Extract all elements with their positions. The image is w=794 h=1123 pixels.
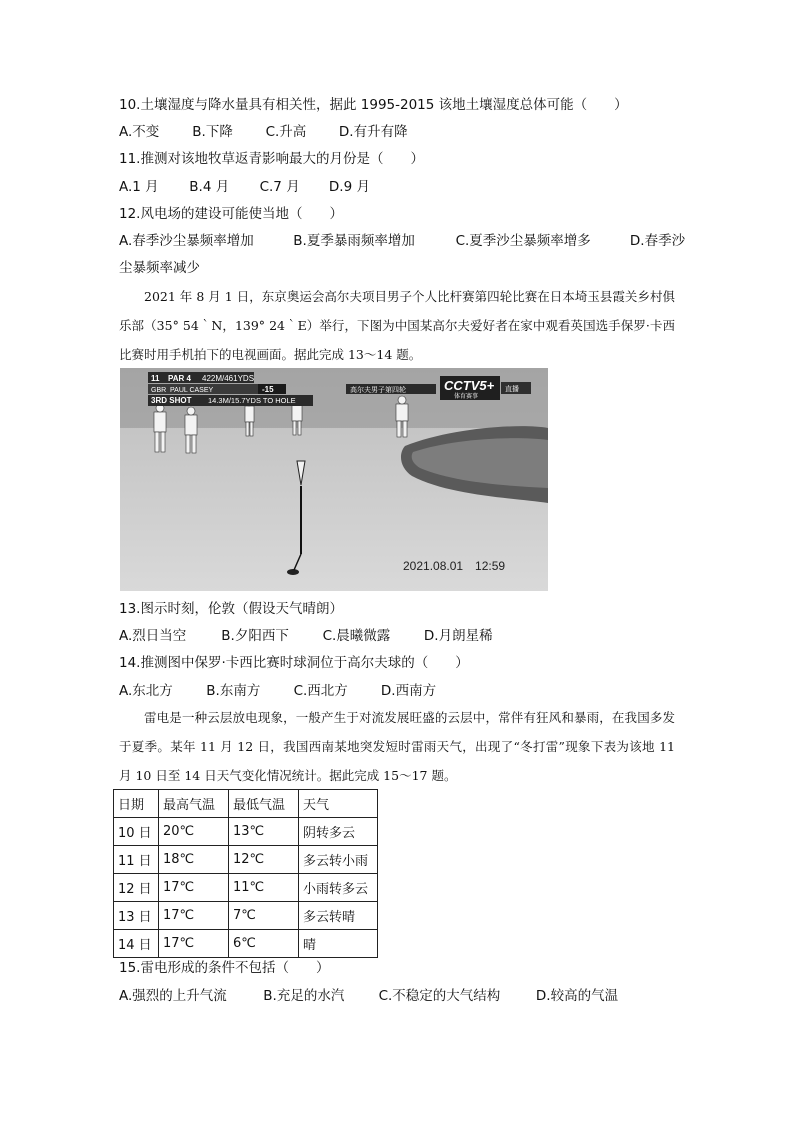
table-cell-min: 12℃	[229, 846, 299, 874]
table-cell-date: 11 日	[114, 846, 159, 874]
question-15-stem: 15.雷电形成的条件不包括（ ）	[119, 960, 330, 976]
tv-to-hole: 14.3M/15.7YDS TO HOLE	[208, 396, 296, 405]
table-cell-min: 13℃	[229, 818, 299, 846]
golf-green-scene	[120, 368, 548, 591]
q11-option-c[interactable]: C.7 月	[259, 179, 300, 195]
table-cell-date: 13 日	[114, 902, 159, 930]
tv-country: GBR	[151, 387, 167, 394]
tv-live-badge: 直播	[505, 386, 519, 393]
table-row	[114, 902, 378, 930]
q13-option-b[interactable]: B.夕阳西下	[221, 628, 289, 644]
tv-timestamp: 2021.08.01 12:59	[403, 559, 506, 573]
table-cell-weather: 小雨转多云	[299, 874, 378, 902]
table-header-min: 最低气温	[229, 790, 299, 818]
table-cell-weather: 多云转小雨	[299, 846, 378, 874]
table-cell-max: 17℃	[159, 874, 229, 902]
tv-event: 高尔夫男子第四轮	[350, 387, 406, 394]
table-cell-min: 6℃	[229, 930, 299, 958]
table-cell-date: 10 日	[114, 818, 159, 846]
question-11-options	[119, 178, 370, 196]
question-11-stem: 11.推测对该地牧草返青影响最大的月份是（ ）	[119, 151, 424, 167]
q15-option-d[interactable]: D.较高的气温	[535, 988, 619, 1004]
table-row	[114, 874, 378, 902]
question-10-stem: 10.土壤湿度与降水量具有相关性，据此 1995-2015 该地土壤湿度总体可能（ ）	[119, 97, 628, 113]
q12-option-a[interactable]: A.春季沙尘暴频率增加	[119, 233, 254, 249]
q13-option-a[interactable]: A.烈日当空	[119, 628, 187, 644]
table-header-weather: 天气	[299, 790, 378, 818]
tv-channel-sub: 体育赛事	[454, 394, 479, 400]
tv-shot: 3RD SHOT	[151, 396, 192, 405]
q14-option-c[interactable]: C.西北方	[293, 683, 348, 699]
table-cell-date: 14 日	[114, 930, 159, 958]
tv-player-name: PAUL CASEY	[170, 387, 214, 394]
table-cell-weather: 阴转多云	[299, 818, 378, 846]
table-cell-weather: 多云转晴	[299, 902, 378, 930]
q13-option-c[interactable]: C.晨曦微露	[322, 628, 391, 644]
question-13-stem: 13.图示时刻，伦敦（假设天气晴朗）	[119, 601, 343, 617]
q11-option-b[interactable]: B.4 月	[189, 179, 230, 195]
question-12-stem: 12.风电场的建设可能使当地（ ）	[119, 206, 343, 222]
q12-option-c[interactable]: C.夏季沙尘暴频率增多	[455, 233, 591, 249]
q10-option-d[interactable]: D.有升有降	[338, 124, 408, 140]
q15-option-b[interactable]: B.充足的水汽	[263, 988, 345, 1004]
question-14-stem: 14.推测图中保罗·卡西比赛时球洞位于高尔夫球的（ ）	[119, 655, 469, 671]
tv-hole-number: 11	[151, 374, 160, 383]
q10-option-b[interactable]: B.下降	[192, 124, 233, 140]
tv-channel-logo: CCTV5+	[444, 378, 495, 393]
table-cell-weather: 晴	[299, 930, 378, 958]
tv-par: PAR 4	[168, 374, 191, 383]
golf-passage: 2021 年 8 月 1 日，东京奥运会高尔夫项目男子个人比杆赛第四轮比赛在日本埼玉县霞关乡村俱乐部（35° 54｀N，139° 24｀E）举行，下图为中国某高尔夫爱好者在家中观看英国选手保罗·卡西比赛时用手机拍下的电视画面。据此完成 13～14 题。	[119, 289, 675, 362]
q15-option-c[interactable]: C.不稳定的大气结构	[378, 988, 501, 1004]
q15-option-a[interactable]: A.强烈的上升气流	[119, 988, 227, 1004]
question-15-options	[119, 987, 618, 1005]
table-cell-max: 18℃	[159, 846, 229, 874]
table-cell-min: 7℃	[229, 902, 299, 930]
table-row	[114, 930, 378, 958]
table-cell-max: 20℃	[159, 818, 229, 846]
question-14-options	[119, 682, 436, 700]
table-cell-max: 17℃	[159, 902, 229, 930]
q10-option-c[interactable]: C.升高	[265, 124, 307, 140]
q14-option-d[interactable]: D.西南方	[380, 683, 437, 699]
q11-option-d[interactable]: D.9 月	[328, 179, 370, 195]
q12-option-d-wrap: 尘暴频率减少	[119, 260, 200, 276]
tv-score: -15	[262, 385, 274, 394]
question-13-options	[119, 627, 493, 645]
q14-option-a[interactable]: A.东北方	[119, 683, 173, 699]
table-header-date: 日期	[114, 790, 159, 818]
table-row	[114, 818, 378, 846]
q14-option-b[interactable]: B.东南方	[206, 683, 261, 699]
tv-distance: 422M/461YDS	[202, 374, 255, 383]
table-cell-min: 11℃	[229, 874, 299, 902]
table-header-max: 最高气温	[159, 790, 229, 818]
table-header-row	[114, 790, 378, 818]
q11-option-a[interactable]: A.1 月	[119, 179, 159, 195]
thunder-passage: 雷电是一种云层放电现象，一般产生于对流发展旺盛的云层中，常伴有狂风和暴雨，在我国多发于夏季。某年 11 月 12 日，我国西南某地突发短时雷雨天气，出现了“冬打雷”现象下表为该地 11 月 10 日至 14 日天气变化情况统计。据此完成 15～17 题。	[119, 710, 675, 783]
question-12-options	[119, 232, 685, 250]
q10-option-a[interactable]: A.不变	[119, 124, 160, 140]
q13-option-d[interactable]: D.月朗星稀	[423, 628, 493, 644]
q12-option-b[interactable]: B.夏季暴雨频率增加	[293, 233, 415, 249]
table-cell-date: 12 日	[114, 874, 159, 902]
weather-table	[113, 789, 378, 958]
question-10-options	[119, 123, 408, 141]
tv-screen-photo	[120, 368, 548, 591]
table-row	[114, 846, 378, 874]
table-cell-max: 17℃	[159, 930, 229, 958]
q12-option-d[interactable]: D.春季沙	[629, 233, 686, 249]
